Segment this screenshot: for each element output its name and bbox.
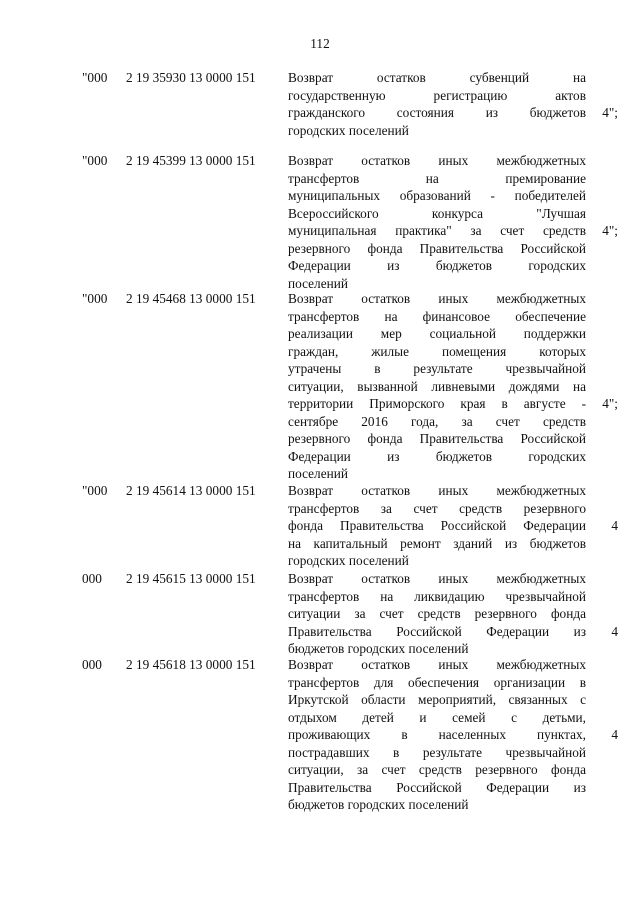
admin-code: "000 xyxy=(82,70,108,85)
description-line: трансфертов для обеспечения организации в xyxy=(288,674,586,690)
description-line: территории Приморского края в августе - xyxy=(288,396,586,411)
budget-classification-code: 2 19 45618 13 0000 151 xyxy=(126,657,256,672)
admin-code: "000 xyxy=(82,483,108,498)
admin-code: "000 xyxy=(82,153,108,168)
budget-classification-code: 2 19 45615 13 0000 151 xyxy=(126,571,256,586)
description-line: городских поселений xyxy=(288,553,409,568)
admin-code: "000 xyxy=(82,291,108,306)
description-line: Иркутской области мероприятий, связанных с xyxy=(288,692,586,707)
admin-code: 000 xyxy=(82,657,102,672)
description-line: трансфертов за счет средств резервного xyxy=(288,500,586,516)
budget-classification-code: 2 19 45468 13 0000 151 xyxy=(126,291,256,306)
description-line: отдыхом детей и семей с детьми, xyxy=(288,709,586,725)
normative-percent: 4"; xyxy=(602,396,618,411)
description-line: сентябре 2016 года, за счет средств xyxy=(288,413,586,429)
description-line: ситуации за счет средств резервного фонда xyxy=(288,606,586,621)
description-line: трансфертов на премирование xyxy=(288,170,586,186)
description-line: Возврат остатков иных межбюджетных xyxy=(288,291,586,306)
income-description xyxy=(288,69,586,139)
description-line: муниципальная практика" за счет средств xyxy=(288,223,586,238)
description-line: бюджетов городских поселений xyxy=(288,797,469,812)
budget-classification-code: 2 19 35930 13 0000 151 xyxy=(126,70,256,85)
description-line: государственную регистрацию актов xyxy=(288,87,586,103)
income-description xyxy=(288,570,586,658)
description-line: граждан, жилые помещения которых xyxy=(288,343,586,359)
normative-percent: 4"; xyxy=(602,223,618,238)
description-line: пострадавших в результате чрезвычайной xyxy=(288,744,586,760)
description-line: городских поселений xyxy=(288,122,409,138)
description-line: Правительства Российской Федерации из xyxy=(288,779,586,795)
description-line: бюджетов городских поселений xyxy=(288,641,469,656)
normative-percent: 4 xyxy=(611,518,618,533)
description-line: Возврат остатков иных межбюджетных xyxy=(288,153,586,168)
description-line: трансфертов на финансовое обеспечение xyxy=(288,308,586,324)
page-number: 112 xyxy=(310,36,330,51)
income-description xyxy=(288,152,586,292)
description-line: реализации мер социальной поддержки xyxy=(288,326,586,341)
description-line: трансфертов на ликвидацию чрезвычайной xyxy=(288,588,586,604)
normative-percent: 4 xyxy=(611,623,618,639)
description-line: ситуации, вызванной ливневыми дождями на xyxy=(288,378,586,394)
admin-code: 000 xyxy=(82,571,102,586)
description-line: на капитальный ремонт зданий из бюджетов xyxy=(288,535,586,551)
budget-classification-code: 2 19 45399 13 0000 151 xyxy=(126,153,256,168)
description-line: ситуации, за счет средств резервного фонда xyxy=(288,762,586,777)
description-line: Возврат остатков субвенций на xyxy=(288,70,586,85)
description-line: Федерации из бюджетов городских xyxy=(288,258,586,273)
description-line: поселений xyxy=(288,466,348,481)
description-line: поселений xyxy=(288,275,348,291)
description-line: резервного фонда Правительства Российской xyxy=(288,240,586,256)
description-line: Возврат остатков иных межбюджетных xyxy=(288,571,586,586)
income-description xyxy=(288,656,586,814)
description-line: резервного фонда Правительства Российской xyxy=(288,431,586,446)
description-line: Возврат остатков иных межбюджетных xyxy=(288,483,586,498)
description-line: фонда Правительства Российской Федерации xyxy=(288,518,586,533)
description-line: Всероссийского конкурса "Лучшая xyxy=(288,205,586,221)
description-line: Федерации из бюджетов городских xyxy=(288,448,586,464)
description-line: утрачены в результате чрезвычайной xyxy=(288,361,586,376)
description-line: гражданского состояния из бюджетов xyxy=(288,105,586,120)
description-line: Правительства Российской Федерации из xyxy=(288,623,586,639)
description-line: муниципальных образований - победителей xyxy=(288,188,586,203)
description-line: Возврат остатков иных межбюджетных xyxy=(288,657,586,672)
normative-percent: 4"; xyxy=(602,105,618,120)
budget-classification-code: 2 19 45614 13 0000 151 xyxy=(126,483,256,498)
normative-percent: 4 xyxy=(611,727,618,742)
income-description xyxy=(288,290,586,483)
description-line: проживающих в населенных пунктах, xyxy=(288,727,586,742)
income-description xyxy=(288,482,586,570)
